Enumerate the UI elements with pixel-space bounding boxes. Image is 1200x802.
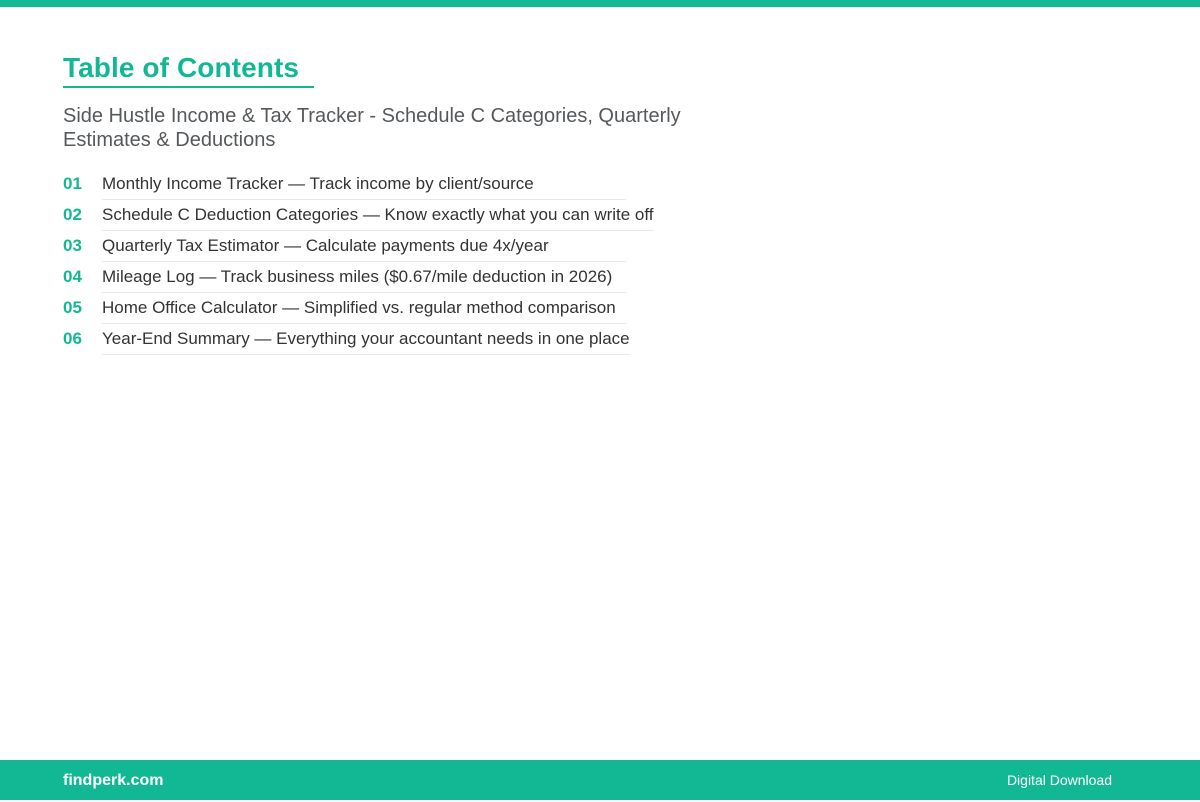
toc-item-number: 06 [63, 329, 82, 348]
toc-item-text: Quarterly Tax Estimator — Calculate payments due 4x/year [102, 232, 626, 262]
top-accent-bar [0, 0, 1200, 7]
toc-item-mileage-log [63, 263, 654, 294]
toc-list [63, 170, 654, 356]
toc-item-monthly-income [63, 170, 654, 201]
toc-item-text: Mileage Log — Track business miles ($0.67/mile deduction in 2026) [102, 263, 626, 293]
page-title: Table of Contents [63, 52, 300, 83]
toc-item-text: Home Office Calculator — Simplified vs. regular method comparison [102, 294, 626, 324]
toc-item-number: 04 [63, 267, 82, 286]
toc-item-quarterly-estimator [63, 232, 654, 263]
toc-item-year-end-summary [63, 325, 654, 356]
footer-bar [0, 760, 1200, 800]
title-underline [63, 86, 314, 88]
toc-item-text: Year-End Summary — Everything your accountant needs in one place [102, 325, 630, 355]
toc-item-deduction-categories [63, 201, 654, 232]
footer-label: Digital Download [1006, 772, 1112, 788]
toc-item-number: 03 [63, 236, 82, 255]
toc-item-number: 01 [63, 174, 82, 193]
toc-item-text: Monthly Income Tracker — Track income by client/source [102, 170, 626, 200]
toc-item-home-office [63, 294, 654, 325]
toc-item-text: Schedule C Deduction Categories — Know exactly what you can write off [102, 201, 654, 231]
document-subtitle: Side Hustle Income & Tax Tracker - Schedule C Categories, Quarterly Estimates & Deductions [63, 105, 681, 151]
footer-brand: findperk.com [63, 772, 164, 789]
toc-item-number: 05 [63, 298, 82, 317]
toc-item-number: 02 [63, 205, 82, 224]
